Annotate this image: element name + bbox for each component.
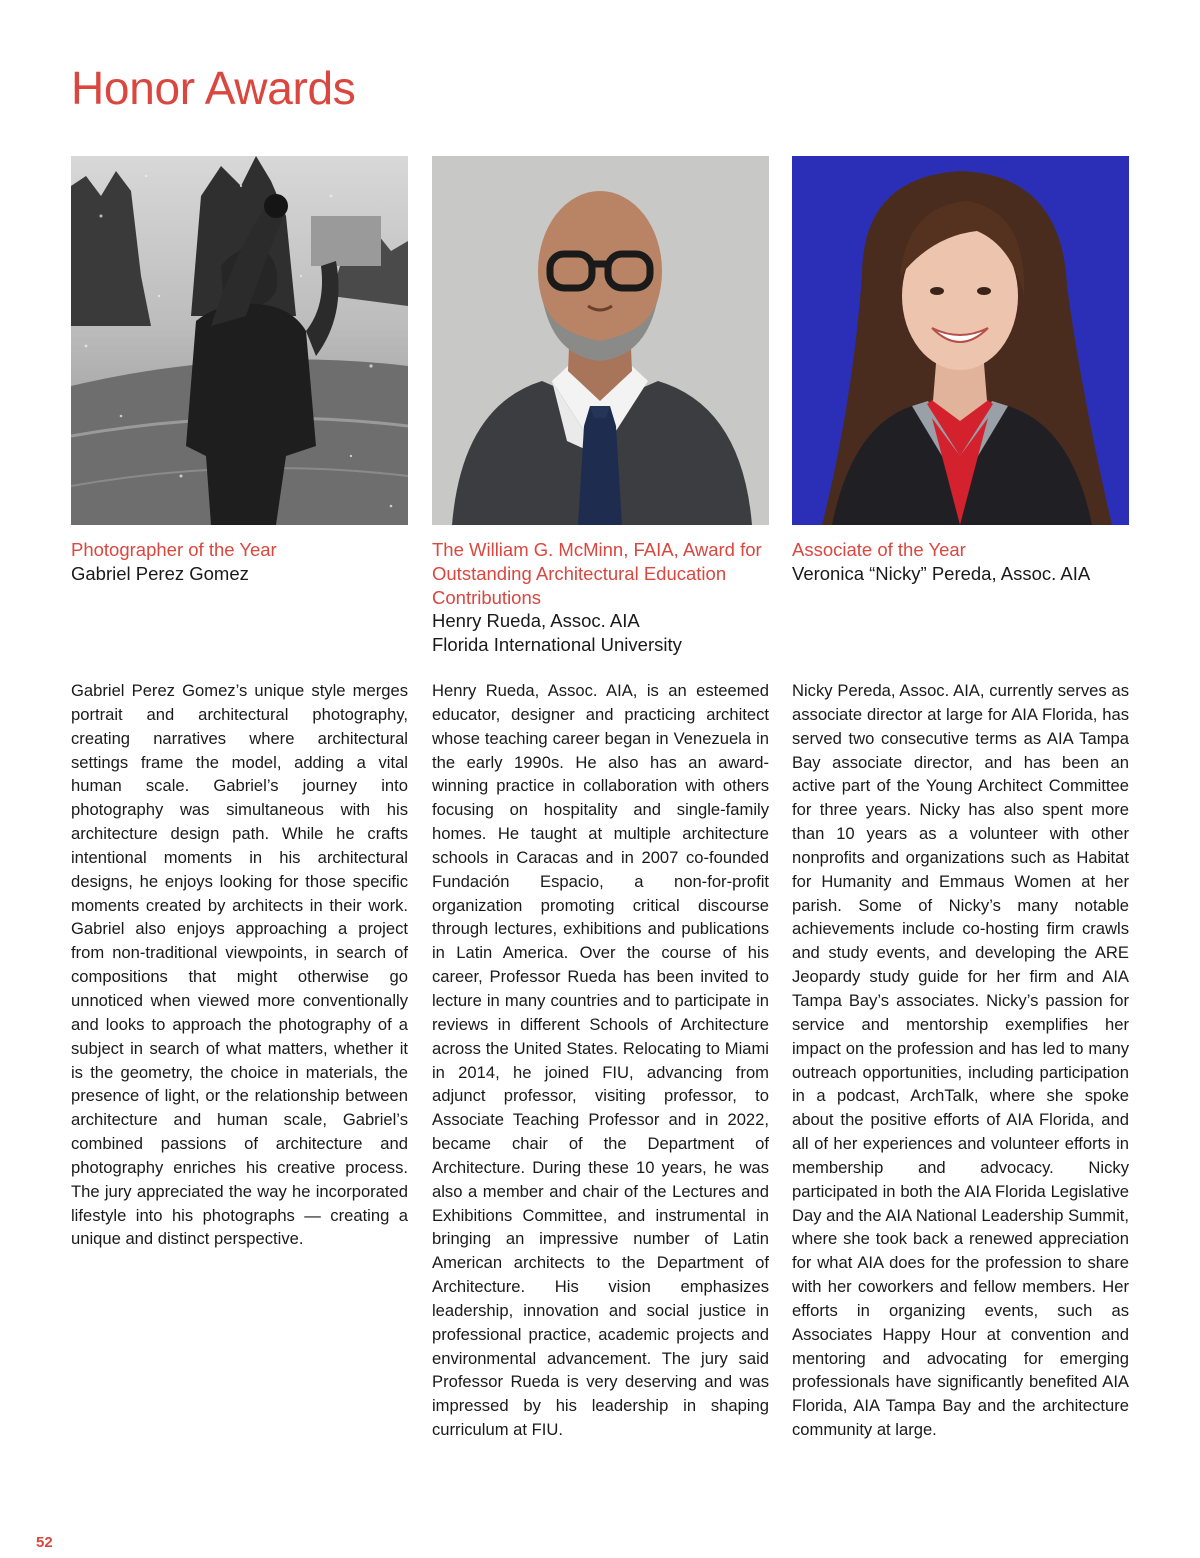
award-caption-educator (432, 538, 769, 657)
award-title: Associate of the Year (792, 539, 966, 560)
award-title: Photographer of the Year (71, 539, 277, 560)
award-title: The William G. McMinn, FAIA, Award for Outstanding Architectural Education Contributions (432, 539, 762, 608)
page-title: Honor Awards (71, 62, 356, 114)
recipient-name: Henry Rueda, Assoc. AIA (432, 610, 640, 632)
award-caption-associate (792, 538, 1129, 586)
recipient-name: Veronica “Nicky” Pereda, Assoc. AIA (792, 562, 1091, 584)
award-caption-photographer (71, 538, 408, 586)
educator-photo (432, 156, 769, 525)
bio-text: Nicky Pereda, Assoc. AIA, currently serves as associate director at large for AIA Florida, has served two consecutive terms as AIA Tampa Bay associate director, and has been an active part of the Young Architect Committee for three years. Nicky has also spent more than 10 years as a volunteer with other nonprofits and organizations such as Habitat for Humanity and Emmaus Women at her parish. Some of Nicky’s many notable achievements include co-hosting firm crawls and study events, and developing the ARE Jeopardy study guide for her firm and AIA Tampa Bay’s associates. Nicky’s passion for service and mentorship exemplifies her impact on the profession and has led to many outreach opportunities, including participation in a podcast, ArchTalk, where she spoke about the positive efforts of AIA Florida, and all of her experiences and volunteer efforts in membership and advocacy. Nicky participated in both the AIA Florida Legislative Day and the AIA National Leadership Summit, where she took back a renewed appreciation for what AIA does for the profession to share with her coworkers and fellow members. Her efforts in organizing events, such as Associates Happy Hour at convention and mentoring and advocating for emerging professionals have significantly benefited AIA Florida, AIA Tampa Bay and the architecture community at large. (792, 681, 1129, 1440)
page-number: 52 (36, 1534, 53, 1551)
bio-text: Henry Rueda, Assoc. AIA, is an esteemed educator, designer and practicing architect whose teaching career began in Venezuela in the early 1990s. He also has an award-winning practice in collaboration with others focusing on hospitality and single-family homes. He taught at multiple architecture schools in Caracas and in 2007 co-founded Fundación Espacio, a non-for-profit organization promoting critical discourse through lectures, exhibitions and publications in Latin America. Over the course of his career, Professor Rueda has been invited to lecture in many countries and to participate in reviews in different Schools of Architecture across the United States. Relocating to Miami in 2014, he joined FIU, advancing from adjunct professor, visiting professor, to Associate Teaching Professor and in 2022, became chair of the Department of Architecture. During these 10 years, he was also a member and chair of the Lectures and Exhibitions Committee, and instrumental in bringing an impressive number of Latin American architects to the Department of Architecture. His vision emphasizes leadership, innovation and social justice in professional practice, academic projects and environmental advancement. The jury said Professor Rueda is very deserving and was impressed by his leadership in shaping curriculum at FIU. (432, 681, 769, 1440)
recipient-affiliation: Florida International University (432, 634, 682, 656)
photographer-photo (71, 156, 408, 525)
recipient-name: Gabriel Perez Gomez (71, 562, 249, 584)
bio-text: Gabriel Perez Gomez’s unique style merges portrait and architectural photography, creating narratives where architectural settings frame the model, adding a vital human scale. Gabriel’s journey into photography was simultaneous with his architecture design path. While he crafts intentional moments in his architectural designs, he enjoys looking for those specific moments created by architects in their work. Gabriel also enjoys approaching a project from non-traditional viewpoints, in search of compositions that might otherwise go unnoticed when viewed more conventionally and looks to approach the photography of a subject in search of what matters, whether it is the geometry, the choice in materials, the presence of light, or the relationship between architecture and human scale, Gabriel’s combined passions of architecture and photography enriches his creative process. The jury appreciated the way he incorporated lifestyle into his photographs — creating a unique and distinct perspective. (71, 681, 408, 1249)
associate-photo (792, 156, 1129, 525)
